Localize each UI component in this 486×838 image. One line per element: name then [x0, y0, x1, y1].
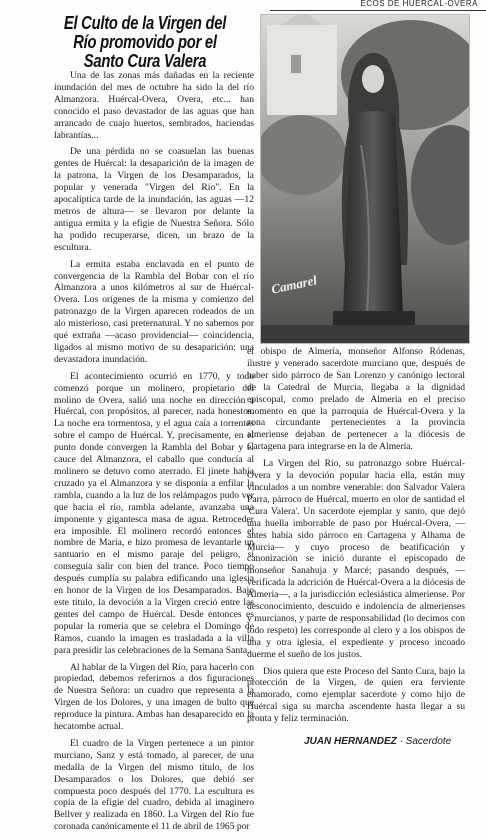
paragraph: el obispo de Almería, monseñor Alfonso Ródenas, ilustre y venerado sacerdote murciano que, después de haber sido párroco de San Lorenzo y canónigo lectoral de la Catedral de Murcia, llegaba a la dignidad episcopal, como prelado de Almería en el preciso momento en que la parroquia de Huércal-Overa y la zona circundante pertenecientes a la provincia almeriense dejaban de pertenecer a la diócesis de Cartagena para integrarse en la de Almería.	[247, 346, 465, 453]
article-left-column	[54, 70, 254, 838]
paragraph: El cuadro de la Virgen pertenece a un pintor murciano, Sanz y está tomado, al parecer, de una medalla de la Virgen del mismo título, de los Desamparados o los Dolores, que debió ser compuesta poco después del 1770. La escultura es copia de la efigie del cuadro, debida al imaginero Bellver y realizada en 1860. La Virgen del Río fue coronada canónicamente el 11 de abril de 1965 por	[54, 737, 254, 833]
statue-photo-image	[261, 15, 469, 343]
paragraph: Dios quiera que este Proceso del Santo Cura, bajo la protección de la Virgen, de quien era ferviente enamorado, como ejemplar sacerdote y como hijo de Huércal siga su marcha ascendente hasta llegar a su pronta y feliz terminación.	[247, 665, 465, 725]
page-header	[270, 0, 486, 11]
author-name: JUAN HERNANDEZ	[304, 736, 397, 747]
virgin-statue-photo	[260, 14, 470, 344]
paragraph: La ermita estaba enclavada en el punto de convergencia de la Rambla del Bobar con el río Almanzora a unos kilómetros al sur de Huércal-Overa. Los orígenes de la misma y comienzo del patronazgo de la Virgen aparecen rodeados de un alo misterioso, casi preternatural. Y no sabemos por qué extraña —acaso providencial— coincidencia, ligados al mismo motivo de su desaparición: una devastadora inundación.	[54, 258, 254, 365]
author-signature	[304, 736, 451, 747]
paragraph: De una pérdida no se coasuelan las buenas gentes de Huércal: la desaparición de la imagen de la patrona, la Virgen de los Desamparados, la popular y venerada "Virgen del Río". En la apocalíptica tarde de la inundación, las aguas —12 metros de altura— se llevaron por delante la antigua ermita y la efigie de Nuestra Señora. Sólo ha podido recuperarse, dicen, un brazo de la escultura.	[54, 146, 254, 253]
paragraph: Una de las zonas más dañadas en la reciente inundación del mes de octubre ha sido la del río Almanzora. Huércal-Overa, Overa, etc... han conocido el paso devastador de las aguas que han arrancado de cuajo huertos, sembrados, haciendas labrantías...	[54, 70, 254, 141]
publication-name: ECOS DE HUÉRCAL-OVERA	[360, 0, 478, 8]
article-title: El Culto de la Virgen del Río promovido por el Santo Cura Valera	[63, 13, 227, 71]
article-right-column	[247, 346, 465, 730]
paragraph: El acontecimiento ocurrió en 1770, y todo comenzó porque un molinero, propietario del molino de Overa, salió una noche en dirección a Huércal, con propósitos, al parecer, nada honestos. La noche era tormentosa, y el agua caía a torrentes sobre el campo de Huércal. Y, precisamente, en el punto donde convergen la Rambla del Bobar y el cauce del Almanzora, el caballo que conducía al molinero se detuvo como aterrado. El jinete había cruzado ya el Almanzora y se disponía a enfilar la rambla, cuando a la luz de los relámpagos pudo ver que hacia el río, rambla adelante, avanzaba una imponente y gigantesca masa de agua. Retroceder era imposible. El molinero recordó entonces el nombre de María, e hizo promesa de levantarle un santuario en el mismo paraje del peligro, si conseguía salir con bien del trance. Poco tiempo después cumplía su palabra edificando una iglesia en honor de la Virgen de los Desamparados. Bajo este título, la devoción a la Virgen creció entre las gentes del campo de Huércal. Desde entonces es popular la romería que se celebra el Domingo de Ramos, cuando la imagen es trasladada a la villa para presidir las celebraciones de la Semana Santa.	[54, 370, 254, 656]
author-role: · Sacerdote	[396, 736, 452, 747]
photo-signature: Camarel	[269, 272, 319, 297]
paragraph: La Virgen del Río, su patronazgo sobre Huércal-Overa y la devoción popular hacia ella, están muy vinculados a un nombre venerable: don Salvador Valera Parra, párroco de Huércal, muerto en olor de santidad el 'Cura Valera'. Un sacerdote ejemplar y santo, que dejó una huella imborrable de paso por Huércal-Overa, —antes había sido párroco en Cartagena y Alhama de Murcia— y cuyo proceso de beatificación y canonización se inició durante el episcopado de monseñor Sanahuja y Marcé; pasando después, —verificada la adcrición de Huércal-Overa a la diócesis de Almería—, a la jurisdicción eclesiástica almeriense. Por desconocimiento, descuido e indolencia de almerienses y murcianos, y parte de responsabilidad (lo decimos con todo respeto) les corresponde al clero y a los obispos de una y otra iglesia, el expediente y proceso incoado duerme el sueño de los justos.	[247, 458, 465, 660]
paragraph: Al hablar de la Virgen del Río, para hacerlo con propiedad, debemos referirnos a dos figuraciones de Nuestra Señora: un cuadro que representa a la Virgen de los Dolores, y una imagen de bulto que reproduce la pintura. Ambas han desaparecido en la hecatombe actual.	[54, 661, 254, 733]
